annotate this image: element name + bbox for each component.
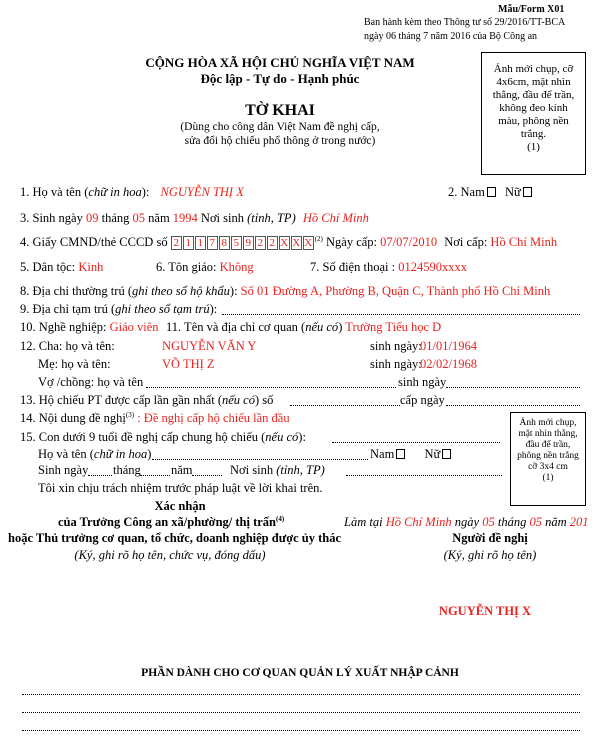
confirm-line-1: của Trưởng Công an xã/phường/ thị trấn$^{(4)}$ xyxy=(58,515,285,530)
child-month-line[interactable] xyxy=(140,475,170,476)
permanent-address-value[interactable]: Số 01 Đường A, Phường B, Quận C, Thành phố Hồ Chí Minh xyxy=(240,284,551,298)
field-5-ethnicity: 5. Dân tộc: Kinh xyxy=(20,260,104,274)
photo-note: (1) xyxy=(542,473,554,483)
father-dob-label: sinh ngày: xyxy=(370,339,422,353)
pledge-text: Tôi xin chịu trách nhiệm trước pháp luật về lời khai trên. xyxy=(38,481,323,495)
field-4-id-card: 4. Giấy CMND/thẻ CCCD số 2 1 1 7 8 5 9 2 2 X X X $^{(2)}$ Ngày cấp: 07/07/2010 Nơi cấp: Hồ Chí Minh xyxy=(20,235,558,250)
child-birth-month-label: tháng xyxy=(113,463,141,477)
field-13-previous-passport: 13. Hộ chiếu PT được cấp lần gần nhất (nếu có) số xyxy=(20,393,274,407)
request-value[interactable]: : Đề nghị cấp hộ chiếu lần đầu xyxy=(137,411,290,426)
female-checkbox[interactable] xyxy=(523,187,532,197)
mother-name-label: Mẹ: họ và tên: xyxy=(38,357,111,371)
motto: Độc lập - Tự do - Hạnh phúc xyxy=(200,71,360,86)
signing-day-value[interactable]: 05 xyxy=(482,515,495,529)
field-10-occupation: 10. Nghề nghiệp: Giáo viên xyxy=(20,320,159,334)
spouse-name-label: Vợ /chồng: họ và tên xyxy=(38,375,144,389)
previous-passport-number-line[interactable] xyxy=(290,405,400,406)
field-11-workplace: 11. Tên và địa chỉ cơ quan (nếu có) Trường Tiểu học D xyxy=(166,320,442,334)
spouse-dob-label: sinh ngày xyxy=(398,375,447,389)
id-digit-box[interactable]: 2 xyxy=(267,236,278,250)
id-digit-box[interactable]: 7 xyxy=(207,236,218,250)
issued-line-1: Ban hành kèm theo Thông tư số 29/2016/TT-BCA xyxy=(364,17,566,28)
child-name-line[interactable] xyxy=(152,459,368,460)
field-6-religion: 6. Tôn giáo: Không xyxy=(156,260,254,274)
child-day-line[interactable] xyxy=(88,475,112,476)
id-digit-box[interactable]: 5 xyxy=(231,236,242,250)
birth-day-value[interactable]: 09 xyxy=(85,211,99,225)
birth-month-value[interactable]: 05 xyxy=(132,211,146,225)
field-7-phone: 7. Số điện thoại : 0124590xxxx xyxy=(310,260,467,274)
signing-place-date: Làm tại Hồ Chí Minh ngày 05 tháng 05 năm 201 xyxy=(344,515,589,529)
child-birth-day-label: Sinh ngày xyxy=(38,463,89,477)
father-name-value[interactable]: NGUYỄN VĂN Y xyxy=(162,339,257,353)
child-female-checkbox[interactable] xyxy=(442,449,451,459)
photo-box-4x6 xyxy=(481,52,586,175)
ethnicity-value[interactable]: Kinh xyxy=(78,260,104,274)
country-name: CỘNG HÒA XÃ HỘI CHỦ NGHĨA VIỆT NAM xyxy=(145,55,415,70)
field-3-birth: 3. Sinh ngày 09 tháng 05 năm 1994 Nơi sinh (tỉnh, TP) Hồ Chí Minh xyxy=(20,211,369,225)
confirm-title: Xác nhận xyxy=(154,499,206,513)
mother-dob-label: sinh ngày: xyxy=(370,357,422,371)
mother-name-value[interactable]: VÕ THỊ Z xyxy=(162,357,215,371)
applicant-hint: (Ký, ghi rõ họ tên) xyxy=(443,548,537,562)
mother-dob-value[interactable]: 02/02/1968 xyxy=(420,357,477,371)
workplace-value[interactable]: Trường Tiểu học D xyxy=(345,320,442,334)
id-digit-box[interactable]: X xyxy=(304,237,313,250)
id-digit-box[interactable]: 1 xyxy=(183,236,194,250)
previous-passport-date-line[interactable] xyxy=(446,405,580,406)
birth-place-value[interactable]: Hồ Chí Minh xyxy=(302,211,369,225)
child-year-line[interactable] xyxy=(192,475,222,476)
id-digit-box[interactable]: X xyxy=(280,237,289,250)
occupation-value[interactable]: Giáo viên xyxy=(109,320,159,334)
id-digit-box[interactable]: 1 xyxy=(195,236,206,250)
child-birth-year-label: năm xyxy=(171,463,193,477)
temporary-address-line[interactable] xyxy=(222,314,580,315)
child-birth-place: Nơi sinh (tỉnh, TP) xyxy=(230,463,325,477)
field-9-temporary-address: 9. Địa chỉ tạm trú (ghi theo sổ tạm trú): xyxy=(20,302,218,316)
field-15-children: 15. Con dưới 9 tuổi đề nghị cấp chung hộ chiếu (nếu có): xyxy=(20,430,306,444)
form-number: Mẫu/Form X01 xyxy=(498,4,565,15)
father-dob-value[interactable]: 01/01/1964 xyxy=(420,339,477,353)
field-2-gender: 2. Nam Nữ xyxy=(448,185,532,200)
office-line-2[interactable] xyxy=(22,712,580,713)
child-name-row: Họ và tên (chữ in hoa) xyxy=(38,447,152,461)
signing-year-value[interactable]: 201 xyxy=(569,515,589,529)
id-digit-box[interactable]: 9 xyxy=(243,236,254,250)
phone-value[interactable]: 0124590xxxx xyxy=(398,260,467,274)
confirm-line-2: hoặc Thủ trưởng cơ quan, tổ chức, doanh nghiệp được ủy thác xyxy=(8,531,342,545)
applicant-title: Người đề nghị xyxy=(452,531,528,545)
spouse-dob-line[interactable] xyxy=(446,387,580,388)
id-issue-date-value[interactable]: 07/07/2010 xyxy=(380,235,438,250)
child-male-checkbox[interactable] xyxy=(396,449,405,459)
subtitle-2: sửa đổi hộ chiếu phổ thông ở trong nước) xyxy=(184,135,376,147)
id-digit-box[interactable]: X xyxy=(292,237,301,250)
office-section-title: PHẦN DÀNH CHO CƠ QUAN QUẢN LÝ XUẤT NHẬP CẢNH xyxy=(141,667,459,679)
id-digit-box[interactable]: 8 xyxy=(219,236,230,250)
photo-box-3x4 xyxy=(510,412,586,506)
form-title: TỜ KHAI xyxy=(245,102,315,119)
full-name-value[interactable]: NGUYỄN THỊ X xyxy=(160,185,244,199)
photo-instructions: Ảnh mới chụp, mặt nhìn thẳng, đầu để trần, phông nền trắng cỡ 3x4 cm xyxy=(517,418,579,472)
birth-year-value[interactable]: 1994 xyxy=(172,211,198,225)
child-gender: Nam Nữ xyxy=(370,447,451,462)
father-name-label: 12. Cha: họ và tên: xyxy=(20,339,115,353)
id-number-boxes[interactable] xyxy=(171,235,315,249)
signing-place-value[interactable]: Hồ Chí Minh xyxy=(385,515,452,529)
field-8-permanent-address: 8. Địa chỉ thường trú (ghi theo sổ hộ khẩu): Số 01 Đường A, Phường B, Quận C, Thành phố Hồ Chí Minh xyxy=(20,284,551,298)
previous-passport-date-label: cấp ngày xyxy=(400,393,445,407)
confirm-hint: (Ký, ghi rõ họ tên, chức vụ, đóng dấu) xyxy=(74,548,266,562)
field-14-request: 14. Nội dung đề nghị$^{(3)}$ : Đề nghị cấp hộ chiếu lần đầu xyxy=(20,411,290,426)
signing-month-value[interactable]: 05 xyxy=(529,515,542,529)
photo-note: (1) xyxy=(527,141,540,153)
issued-line-2: ngày 06 tháng 7 năm 2016 của Bộ Công an xyxy=(364,31,538,42)
applicant-signature[interactable]: NGUYỄN THỊ X xyxy=(438,604,532,618)
office-line-1[interactable] xyxy=(22,694,580,695)
religion-value[interactable]: Không xyxy=(219,260,254,274)
office-line-3[interactable] xyxy=(22,730,580,731)
id-digit-box[interactable]: 2 xyxy=(171,236,182,250)
id-digit-box[interactable]: 2 xyxy=(255,236,266,250)
id-issue-place-value[interactable]: Hồ Chí Minh xyxy=(490,235,558,250)
subtitle-1: (Dùng cho công dân Việt Nam đề nghị cấp, xyxy=(180,121,380,133)
photo-instructions: Ảnh mới chụp, cỡ 4x6cm, mặt nhìn thẳng, đầu để trần, không đeo kính màu, phông nền trắng. xyxy=(492,63,575,140)
field-1-full-name: 1. Họ và tên (chữ in hoa): NGUYỄN THỊ X xyxy=(20,185,244,199)
child-place-line[interactable] xyxy=(346,475,502,476)
spouse-name-line[interactable] xyxy=(146,387,396,388)
children-line[interactable] xyxy=(332,442,500,443)
male-checkbox[interactable] xyxy=(487,187,496,197)
